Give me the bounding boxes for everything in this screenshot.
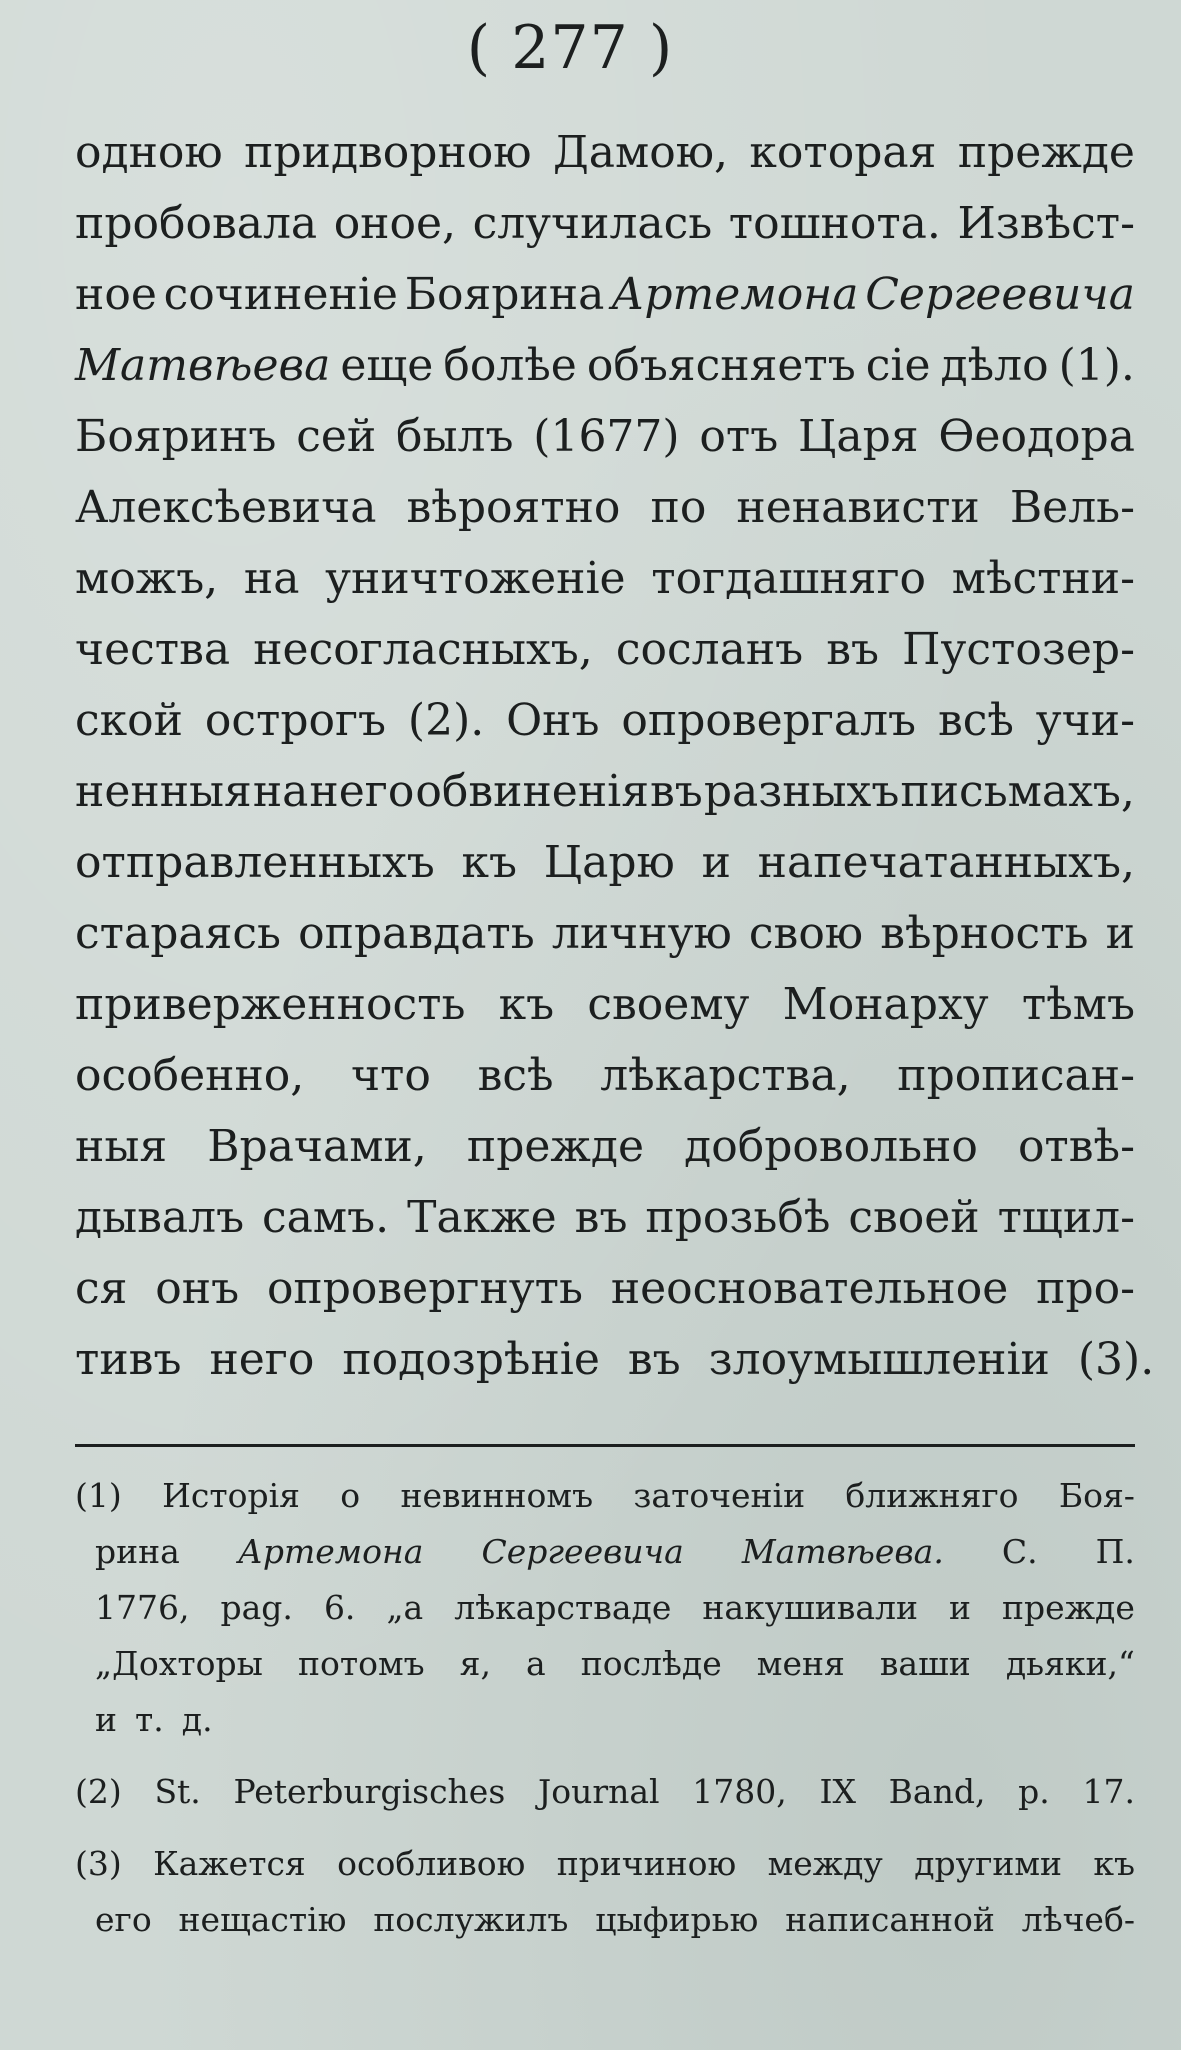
word: послѣде	[580, 1644, 722, 1683]
word: Врачами,	[207, 1121, 427, 1172]
text-line	[75, 614, 1135, 685]
word: него	[209, 1334, 315, 1385]
footnote-line	[75, 1892, 1135, 1948]
word: обвиненія	[415, 766, 649, 817]
word: тошнота.	[728, 198, 941, 249]
text-line	[75, 259, 1135, 330]
text-line	[75, 117, 1135, 188]
word: уничтоженіе	[325, 553, 626, 604]
word: него	[309, 766, 415, 817]
word: ненныя	[75, 766, 252, 817]
word: напечатанныхъ,	[757, 837, 1135, 888]
word: къ	[498, 979, 555, 1030]
word: личную	[551, 908, 732, 959]
word: на	[252, 766, 309, 817]
text-line	[75, 330, 1135, 401]
book-page	[75, 0, 1155, 2050]
word: былъ	[396, 411, 514, 462]
word: особливою	[337, 1844, 526, 1883]
word: цыфирью	[595, 1900, 759, 1939]
word: лѣчеб-	[1021, 1900, 1135, 1939]
word: прежде	[466, 1121, 645, 1172]
word: Царю	[543, 837, 675, 888]
word: пробовала	[75, 198, 318, 249]
word: Вель-	[1009, 482, 1135, 533]
word: (3)	[75, 1844, 122, 1883]
word: ской	[75, 695, 183, 746]
word: и	[1105, 908, 1135, 959]
word: дѣло	[940, 340, 1049, 391]
word: я,	[459, 1644, 491, 1683]
footnote-line	[75, 1836, 1135, 1892]
word: объясняетъ	[586, 340, 856, 391]
word: которая	[749, 127, 937, 178]
word: Бояринъ	[75, 411, 277, 462]
word: сосланъ	[615, 624, 804, 675]
word: вѣрность	[880, 908, 1089, 959]
word: ное	[75, 269, 157, 320]
word: Матвѣева	[75, 340, 331, 391]
word: т.	[135, 1700, 164, 1739]
word: по	[650, 482, 707, 533]
word: своей	[848, 1192, 980, 1243]
word: приверженность	[75, 979, 466, 1030]
word: одною	[75, 127, 223, 178]
word: Band,	[888, 1772, 986, 1811]
word: а	[525, 1644, 546, 1683]
text-line	[75, 1040, 1135, 1111]
word: „Дохторы	[95, 1644, 263, 1683]
footnotes	[75, 1468, 1135, 1948]
word: отправленныхъ	[75, 837, 435, 888]
word: лѣкарстваде	[454, 1588, 672, 1627]
word: что	[350, 1050, 431, 1101]
word: болѣе	[443, 340, 577, 391]
word: заточеніи	[633, 1476, 806, 1515]
word: другими	[914, 1844, 1063, 1883]
word: накушивали	[702, 1588, 919, 1627]
word: на	[243, 553, 300, 604]
word: прозьбѣ	[645, 1192, 831, 1243]
word: особенно,	[75, 1050, 305, 1101]
word: д.	[181, 1700, 213, 1739]
word: еще	[340, 340, 434, 391]
word: прописан-	[897, 1050, 1135, 1101]
word: Дамою,	[553, 127, 729, 178]
word: Также	[407, 1192, 557, 1243]
word: тивъ	[75, 1334, 182, 1385]
word: неосновательное	[610, 1263, 1009, 1314]
word: добровольно	[684, 1121, 978, 1172]
footnote-line	[75, 1524, 1135, 1580]
word: стараясь	[75, 908, 281, 959]
word: написанной	[785, 1900, 995, 1939]
footnote-divider	[75, 1444, 1135, 1447]
word: потомъ	[297, 1644, 425, 1683]
word: оправдать	[298, 908, 535, 959]
word: ненависти	[736, 482, 980, 533]
word: рина	[95, 1532, 180, 1571]
word: Матвѣева.	[741, 1532, 944, 1571]
text-line	[75, 969, 1135, 1040]
word: и	[701, 837, 731, 888]
footnote-line	[75, 1764, 1135, 1820]
word: 17.	[1082, 1772, 1135, 1811]
word: о	[340, 1476, 361, 1515]
word: разныхъ	[703, 766, 900, 817]
word: сіе	[865, 340, 931, 391]
text-line	[75, 827, 1135, 898]
footnote-line	[75, 1692, 1135, 1748]
word: Боя-	[1058, 1476, 1135, 1515]
word: острогъ	[204, 695, 387, 746]
word: „а	[386, 1588, 424, 1627]
footnote-2	[75, 1764, 1135, 1820]
main-text	[75, 117, 1155, 1395]
word: вѣроятно	[406, 482, 621, 533]
text-line	[75, 898, 1135, 969]
word: всѣ	[477, 1050, 554, 1101]
word: свою	[748, 908, 864, 959]
word: прежде	[957, 127, 1135, 178]
word: ближняго	[845, 1476, 1019, 1515]
word: 1780,	[692, 1772, 787, 1811]
word: pag.	[220, 1588, 293, 1627]
word: (3).	[1077, 1334, 1155, 1385]
word: онъ	[155, 1263, 240, 1314]
word: можъ,	[75, 553, 219, 604]
word: Царя	[798, 411, 919, 462]
text-line	[75, 188, 1135, 259]
word: Сергеевича	[865, 269, 1135, 320]
word: сей	[296, 411, 377, 462]
footnote-line	[75, 1636, 1135, 1692]
word: Боярина	[404, 269, 605, 320]
word: злоумышленіи	[708, 1334, 1050, 1385]
word: его	[95, 1900, 152, 1939]
word: къ	[461, 837, 518, 888]
word: въ	[826, 624, 880, 675]
word: p.	[1018, 1772, 1050, 1811]
word: лѣкарства,	[600, 1050, 851, 1101]
word: къ	[1093, 1844, 1135, 1883]
word: мѣстни-	[951, 553, 1135, 604]
word: причиною	[556, 1844, 737, 1883]
word: Пустозер-	[902, 624, 1135, 675]
word: Journal	[537, 1772, 660, 1811]
word: Ѳеодора	[938, 411, 1135, 462]
word: оное,	[333, 198, 457, 249]
word: Исторія	[162, 1476, 300, 1515]
word: прежде	[1002, 1588, 1135, 1627]
word: П.	[1095, 1532, 1135, 1571]
word: тѣмъ	[1021, 979, 1135, 1030]
text-line	[75, 401, 1135, 472]
word: 6.	[323, 1588, 356, 1627]
word: (1)	[75, 1476, 122, 1515]
text-line	[75, 756, 1135, 827]
word: Алексѣевича	[75, 482, 377, 533]
word: (2).	[407, 695, 485, 746]
word: дывалъ	[75, 1192, 245, 1243]
text-line	[75, 472, 1135, 543]
word: Монарху	[782, 979, 989, 1030]
text-line	[75, 685, 1135, 756]
word: ваши	[879, 1644, 971, 1683]
word: (2)	[75, 1772, 122, 1811]
word: меня	[756, 1644, 845, 1683]
word: письмахъ,	[900, 766, 1135, 817]
word: въ	[574, 1192, 628, 1243]
word: учи-	[1035, 695, 1135, 746]
footnote-line	[75, 1468, 1135, 1524]
word: тогдашняго	[651, 553, 927, 604]
word: нещастію	[178, 1900, 347, 1939]
footnote-1	[75, 1468, 1135, 1748]
word: St.	[154, 1772, 201, 1811]
word: ныя	[75, 1121, 168, 1172]
word: тщил-	[997, 1192, 1135, 1243]
word: всѣ	[937, 695, 1014, 746]
word: сочиненіе	[163, 269, 398, 320]
word: въ	[627, 1334, 681, 1385]
text-line	[75, 1324, 1155, 1395]
word: Peterburgisches	[233, 1772, 506, 1811]
word: между	[767, 1844, 883, 1883]
word: отвѣ-	[1017, 1121, 1135, 1172]
word: дьяки,“	[1005, 1644, 1135, 1683]
word: опровергалъ	[621, 695, 917, 746]
word: невинномъ	[400, 1476, 594, 1515]
word: чества	[75, 624, 231, 675]
word: послужилъ	[373, 1900, 569, 1939]
word: (1).	[1058, 340, 1135, 391]
word: Сергеевича	[481, 1532, 684, 1571]
footnote-3	[75, 1836, 1135, 1948]
word: несогласныхъ,	[253, 624, 593, 675]
footnote-line	[75, 1580, 1135, 1636]
word: опровергнуть	[266, 1263, 583, 1314]
word: своему	[587, 979, 750, 1030]
word: Артемона	[611, 269, 859, 320]
word: и	[95, 1700, 117, 1739]
word: Артемона	[237, 1532, 424, 1571]
text-line	[75, 1253, 1135, 1324]
word: и	[949, 1588, 972, 1627]
word: Онъ	[506, 695, 600, 746]
word: самъ.	[262, 1192, 390, 1243]
text-line	[75, 543, 1135, 614]
word: въ	[650, 766, 703, 817]
word: 1776,	[95, 1588, 190, 1627]
text-line	[75, 1182, 1135, 1253]
word: Извѣст-	[957, 198, 1135, 249]
word: про-	[1036, 1263, 1135, 1314]
word: придворною	[244, 127, 532, 178]
word: Кажется	[153, 1844, 306, 1883]
page-number: ( 277 )	[466, 13, 674, 83]
word: отъ	[699, 411, 779, 462]
word: ся	[75, 1263, 128, 1314]
word: IX	[819, 1772, 856, 1811]
word: (1677)	[533, 411, 680, 462]
text-line	[75, 1111, 1135, 1182]
word: случилась	[472, 198, 713, 249]
word: С.	[1001, 1532, 1038, 1571]
word: подозрѣніе	[342, 1334, 600, 1385]
